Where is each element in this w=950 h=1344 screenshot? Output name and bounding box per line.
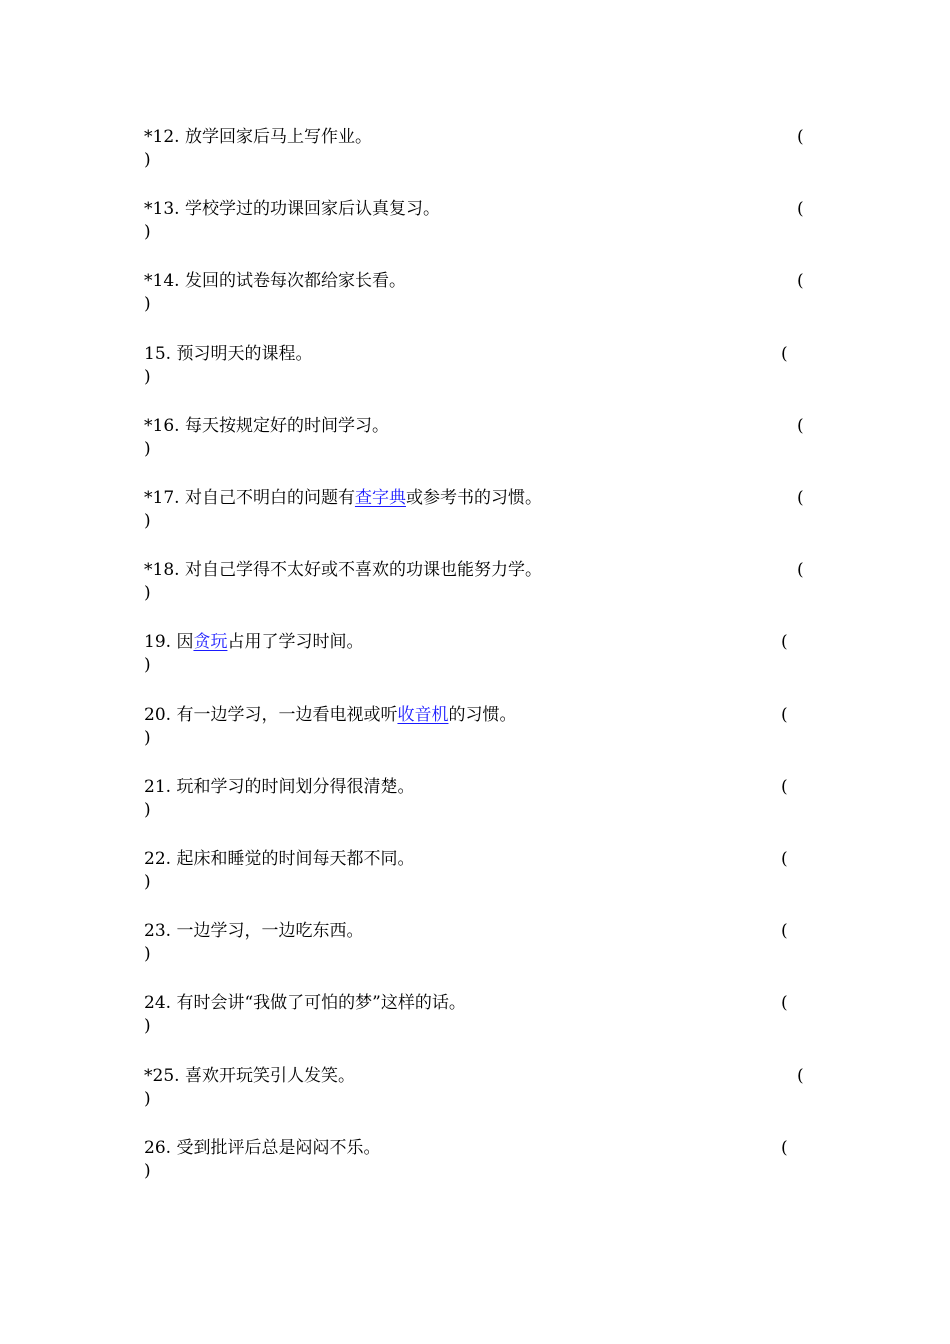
question-text-part: 23. 一边学习，一边吃东西。 <box>144 921 364 942</box>
answer-paren-close: ) <box>144 1160 151 1181</box>
question-text <box>144 125 372 149</box>
question-text <box>144 1136 380 1160</box>
answer-paren-open[interactable]: ( <box>797 199 804 220</box>
question-text-part: 26. 受到批评后总是闷闷不乐。 <box>144 1137 381 1158</box>
answer-paren-open[interactable]: ( <box>781 921 788 942</box>
question-text-part: 占用了学习时间。 <box>227 632 364 653</box>
question-text <box>144 775 414 799</box>
questionnaire-item <box>144 342 824 392</box>
questionnaire-item <box>144 630 824 680</box>
question-text-part: 21. 玩和学习的时间划分得很清楚。 <box>144 776 415 797</box>
answer-paren-close: ) <box>144 727 151 748</box>
questionnaire-item <box>144 269 824 319</box>
answer-paren-close: ) <box>144 1088 151 1109</box>
question-text <box>144 703 516 727</box>
answer-paren-close: ) <box>144 222 151 243</box>
answer-paren-close: ) <box>144 872 151 892</box>
answer-paren-open[interactable]: ( <box>797 560 804 581</box>
question-text <box>144 630 363 654</box>
question-text <box>144 486 542 510</box>
question-text <box>144 1064 355 1088</box>
answer-paren-close: ) <box>144 1016 151 1037</box>
answer-paren-open[interactable]: ( <box>797 488 804 508</box>
dictionary-link[interactable]: 贪玩 <box>193 632 228 653</box>
question-text <box>144 197 440 221</box>
answer-paren-open[interactable]: ( <box>797 415 804 436</box>
question-text-part: *18. 对自己学得不太好或不喜欢的功课也能努力学。 <box>144 560 542 581</box>
questionnaire-item <box>144 197 824 247</box>
question-text-part: *16. 每天按规定好的时间学习。 <box>144 415 389 436</box>
questionnaire-item <box>144 486 824 536</box>
answer-paren-open[interactable]: ( <box>781 993 788 1014</box>
question-text <box>144 919 363 943</box>
answer-paren-open[interactable]: ( <box>781 776 788 797</box>
answer-paren-open[interactable]: ( <box>781 632 788 653</box>
dictionary-link[interactable]: 查字典 <box>354 488 406 508</box>
answer-paren-close: ) <box>144 150 151 170</box>
answer-paren-open[interactable]: ( <box>797 1065 804 1086</box>
question-text <box>144 847 414 871</box>
question-text <box>144 342 312 366</box>
answer-paren-open[interactable]: ( <box>781 849 788 869</box>
answer-paren-close: ) <box>144 655 151 676</box>
question-text <box>144 414 389 438</box>
questionnaire-item <box>144 991 824 1041</box>
answer-paren-close: ) <box>144 583 151 604</box>
questionnaire-item <box>144 414 824 464</box>
question-text-part: *25. 喜欢开玩笑引人发笑。 <box>144 1065 355 1086</box>
question-text-part: *13. 学校学过的功课回家后认真复习。 <box>144 199 440 220</box>
question-text-part: 20. 有一边学习，一边看电视或听 <box>144 704 398 725</box>
answer-paren-open[interactable]: ( <box>797 271 804 292</box>
questionnaire-item <box>144 1136 824 1186</box>
answer-paren-close: ) <box>144 799 151 820</box>
answer-paren-close: ) <box>144 944 151 965</box>
answer-paren-close: ) <box>144 511 151 531</box>
answer-paren-close: ) <box>144 438 151 459</box>
questionnaire-item <box>144 919 824 969</box>
questionnaire-item <box>144 125 824 175</box>
answer-paren-open[interactable]: ( <box>781 1137 788 1158</box>
questionnaire-item <box>144 1064 824 1114</box>
question-text-part: 15. 预习明天的课程。 <box>144 343 313 364</box>
question-text-part: 19. 因 <box>144 632 194 653</box>
answer-paren-open[interactable]: ( <box>781 704 788 725</box>
question-text-part: *17. 对自己不明白的问题有 <box>144 488 355 508</box>
questionnaire-item <box>144 558 824 608</box>
answer-paren-open[interactable]: ( <box>781 343 788 364</box>
answer-paren-close: ) <box>144 366 151 387</box>
question-text-part: 或参考书的习惯。 <box>405 488 542 508</box>
answer-paren-close: ) <box>144 294 151 315</box>
question-text-part: 24. 有时会讲“我做了可怕的梦”这样的话。 <box>144 993 466 1014</box>
questionnaire-item <box>144 847 824 897</box>
question-text-part: *12. 放学回家后马上写作业。 <box>144 127 372 147</box>
answer-paren-open[interactable]: ( <box>797 127 804 147</box>
question-text <box>144 269 406 293</box>
dictionary-link[interactable]: 收音机 <box>397 704 449 725</box>
questionnaire-item <box>144 703 824 753</box>
question-text-part: 22. 起床和睡觉的时间每天都不同。 <box>144 849 415 869</box>
question-text <box>144 991 466 1015</box>
question-text-part: *14. 发回的试卷每次都给家长看。 <box>144 271 406 292</box>
question-text <box>144 558 542 582</box>
questionnaire-item <box>144 775 824 825</box>
question-text-part: 的习惯。 <box>448 704 517 725</box>
